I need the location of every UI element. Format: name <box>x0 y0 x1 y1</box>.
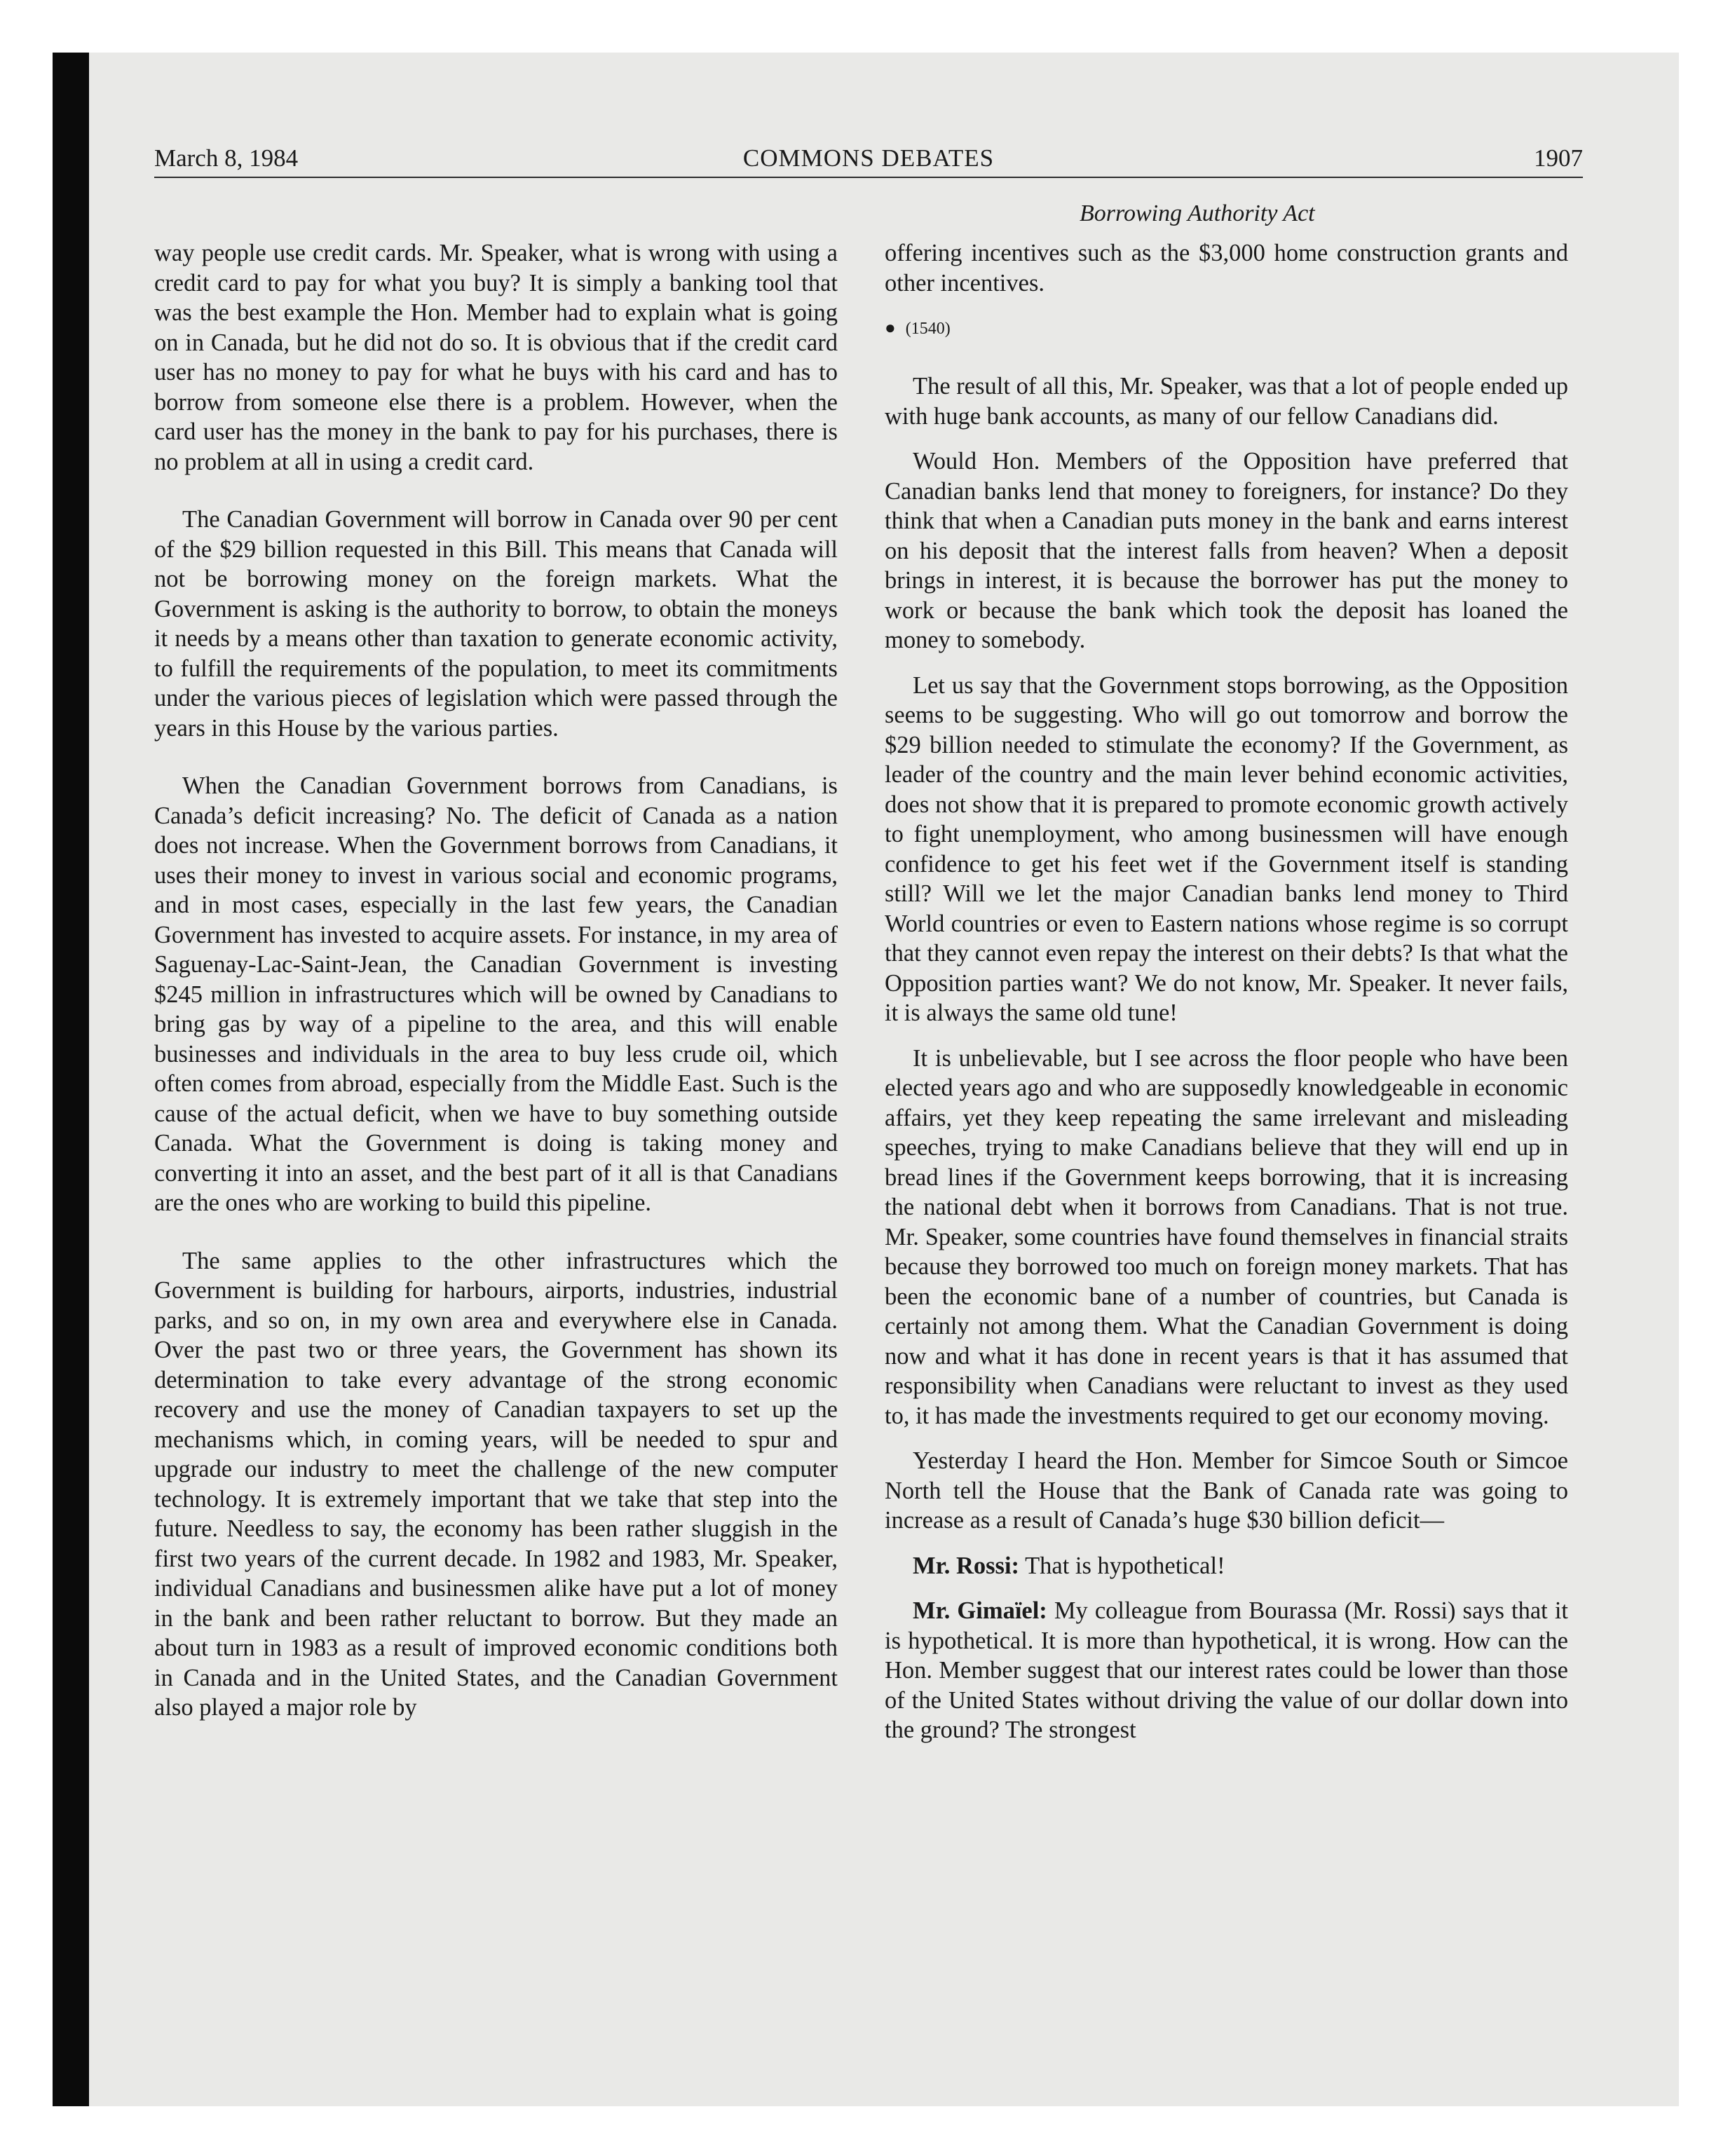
header-journal-title: COMMONS DEBATES <box>742 144 995 172</box>
header-date: March 8, 1984 <box>154 144 299 172</box>
time-stamp-text: (1540) <box>905 320 951 338</box>
header-page-number: 1907 <box>1534 144 1583 172</box>
bullet-icon: ● <box>885 318 896 338</box>
paragraph: Would Hon. Members of the Opposition have preferred that Canadian banks lend that money to foreigners, for instance? Do they think that when a Canadian puts money in the bank and earns interest on his deposit that the interest falls from heaven? When a deposit brings in interest, it is because the borrower has put the money to work or because the bank which took the deposit has loaned the money to somebody. <box>885 448 1568 653</box>
binding-edge <box>53 53 89 2106</box>
paragraph: Let us say that the Government stops borrowing, as the Opposition seems to be suggesting. Who will go out tomorrow and borrow the $29 billion needed to stimulate the economy? If the Government, as leader of the country and the main lever behind economic activities, does not show that it is prepared to promote economic growth actively to fight unemployment, who among businessmen will have enough confidence to get his feet wet if the Government itself is standing still? Will we let the major Canadian banks lend money to Third World countries or even to Eastern nations whose regime is so corrupt that they cannot even repay the interest on their debts? Is that what the Opposition parties want? We do not know, Mr. Speaker. It never fails, it is always the same old tune! <box>885 671 1568 1026</box>
interjection <box>885 1551 1568 1581</box>
paragraph: The result of all this, Mr. Speaker, was that a lot of people ended up with huge bank accounts, as many of our fellow Canadians did. <box>885 373 1568 430</box>
paragraph: Yesterday I heard the Hon. Member for Simcoe South or Simcoe North tell the House that the Bank of Canada rate was going to increase as a result of Canada’s huge $30 billion deficit— <box>885 1447 1568 1534</box>
subject-heading: Borrowing Authority Act <box>1080 200 1315 226</box>
paragraph: way people use credit cards. Mr. Speaker, what is wrong with using a credit card to pay for what you buy? It is simply a banking tool that was the best example the Hon. Member had to explain what is going on in Canada, but he did not do so. It is obvious that if the credit card user has no money to pay for what he buys with his card and has to borrow from someone else there is a problem. However, when the card user has the money in the bank to pay for his purchases, there is no problem at all in using a credit card. <box>154 240 838 475</box>
speaker-name: Mr. Rossi: <box>913 1552 1020 1579</box>
running-header <box>154 140 1583 178</box>
paragraph: When the Canadian Government borrows from Canadians, is Canada’s deficit increasing? No. The deficit of Canada as a nation does not increase. When the Government borrows from Canadians, it uses their money to invest in various social and economic programs, and in most cases, especially in the last few years, the Canadian Government has invested to acquire assets. For instance, in my area of Saguenay-Lac-Saint-Jean, the Canadian Government is investing $245 million in infrastructures which will be owned by Canadians to bring gas by way of a pipeline to the area, and this will enable businesses and individuals in the area to buy less crude oil, which often comes from abroad, especially from the Middle East. Such is the cause of the actual deficit, when we have to buy something outside Canada. What the Government is doing is taking money and converting it into an asset, and the best part of it all is that Canadians are the ones who are working to build this pipeline. <box>154 772 838 1216</box>
left-column <box>154 238 838 1738</box>
paragraph: The same applies to the other infrastructures which the Government is building for harbours, airports, industries, industrial parks, and so on, in my own area and everywhere else in Canada. Over the past two or three years, the Government has shown its determination to take every advantage of the strong economic recovery and use the money of Canadian taxpayers to set up the mechanisms which, in coming years, will be needed to spur and upgrade our industry to meet the challenge of the new computer technology. It is extremely important that we take that step into the future. Needless to say, the economy has been rather sluggish in the first two years of the current decade. In 1982 and 1983, Mr. Speaker, individual Canadians and businessmen alike have put a lot of money in the bank and been rather reluctant to borrow. But they made an about turn in 1983 as a result of improved economic conditions both in Canada and in the United States, and the Canadian Government also played a major role by <box>154 1247 838 1721</box>
right-column <box>885 238 1568 1761</box>
speaker-name: Mr. Gimaïel: <box>913 1597 1047 1624</box>
speech-text: That is hypothetical! <box>1019 1552 1225 1579</box>
speech <box>885 1596 1568 1745</box>
paragraph: It is unbelievable, but I see across the floor people who have been elected years ago and who are supposedly knowledgeable in economic affairs, yet they keep repeating the same irrelevant and misleading speeches, trying to make Canadians believe that they will end up in bread lines if the Government keeps borrowing, that it is increasing the national debt when it borrows from Canadians. That is not true. Mr. Speaker, some countries have found themselves in financial straits because they borrowed too much on foreign money markets. That has been the economic bane of a number of countries, but Canada is certainly not among them. What the Canadian Government is doing now and what it has done in recent years is that it has assumed that responsibility when Canadians were reluctant to invest as they used to, it has made the investments required to get our economy moving. <box>885 1044 1568 1429</box>
time-stamp <box>885 313 1568 343</box>
speech-text: My colleague from Bourassa (Mr. Rossi) says that it is hypothetical. It is more than hypothetical, it is wrong. How can the Hon. Member suggest that our interest rates could be lower than those of the United States without driving the value of our dollar down into the ground? The strongest <box>885 1597 1568 1743</box>
paragraph: The Canadian Government will borrow in Canada over 90 per cent of the $29 billion requested in this Bill. This means that Canada will not be borrowing money on the foreign markets. What the Government is asking is the authority to borrow, to obtain the moneys it needs by a means other than taxation to generate economic activity, to fulfill the requirements of the population, to meet its commitments under the various pieces of legislation which were passed through the years in this House by the various parties. <box>154 506 838 742</box>
paragraph: offering incentives such as the $3,000 home construction grants and other incentives. <box>885 240 1568 296</box>
